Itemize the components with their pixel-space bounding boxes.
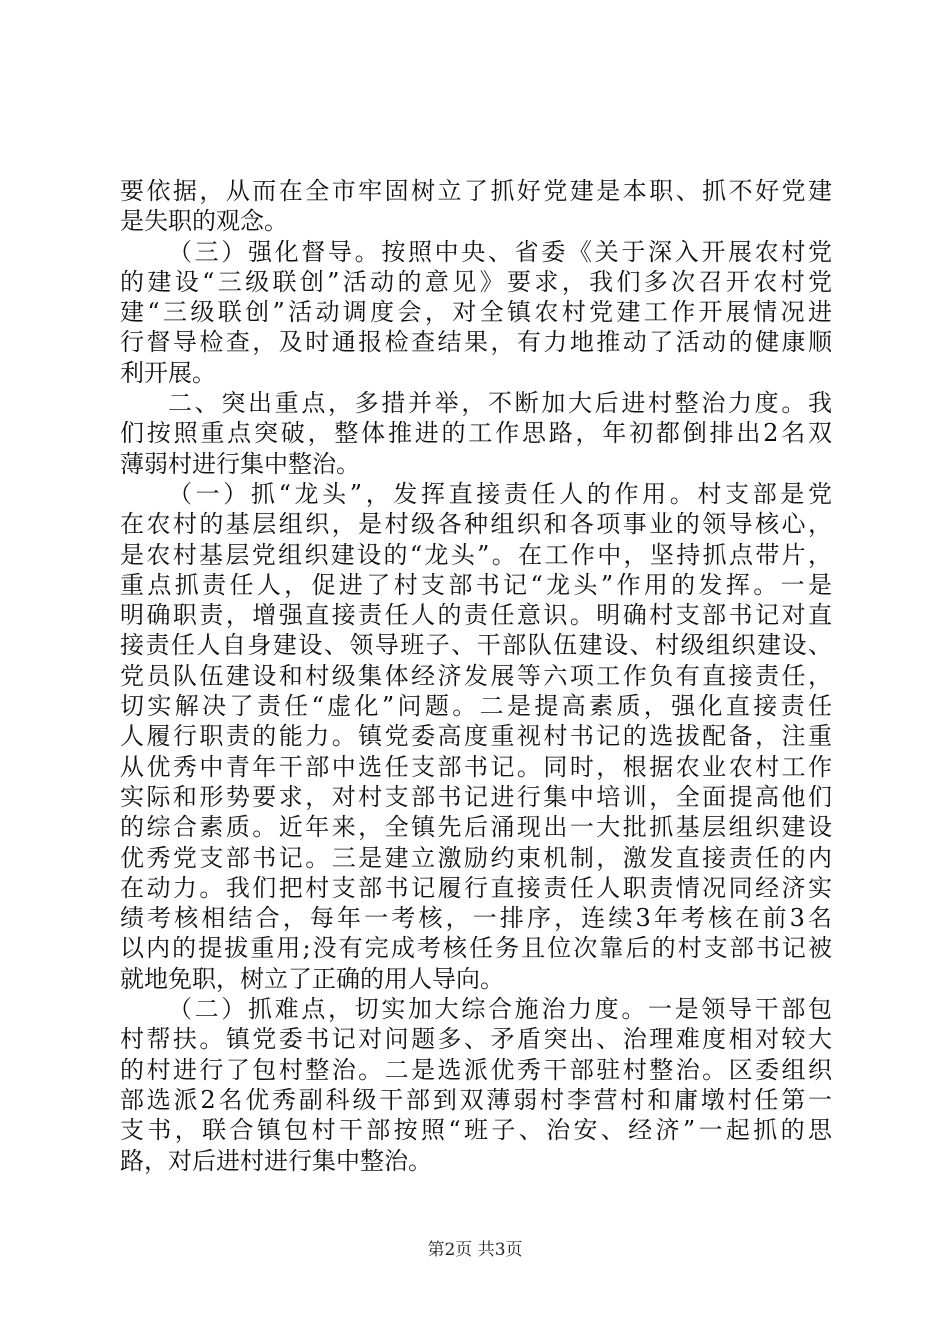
paragraph-line: 重点抓责任人，促进了村支部书记“龙头”作用的发挥。一是 <box>120 570 832 599</box>
paragraph-line: 人履行职责的能力。镇党委高度重视村书记的选拔配备，注重 <box>120 722 832 751</box>
paragraph-line: （三）强化督导。按照中央、省委《关于深入开展农村党 <box>168 237 832 266</box>
paragraph-line: 绩考核相结合，每年一考核，一排序，连续3年考核在前3名 <box>120 904 832 933</box>
paragraph-line: （二）抓难点，切实加大综合施治力度。一是领导干部包 <box>168 995 832 1024</box>
paragraph-line: 利开展。 <box>120 358 216 387</box>
paragraph-line: 从优秀中青年干部中选任支部书记。同时，根据农业农村工作 <box>120 752 832 781</box>
paragraph-line: 村帮扶。镇党委书记对问题多、矛盾突出、治理难度相对较大 <box>120 1025 832 1054</box>
paragraph-line: 优秀党支部书记。三是建立激励约束机制，激发直接责任的内 <box>120 843 832 872</box>
paragraph-line: 明确职责，增强直接责任人的责任意识。明确村支部书记对直 <box>120 601 832 630</box>
paragraph-line: 在农村的基层组织，是村级各种组织和各项事业的领导核心， <box>120 510 832 539</box>
paragraph-line: 是失职的观念。 <box>120 207 288 236</box>
paragraph-line: 二、突出重点，多措并举，不断加大后进村整治力度。我 <box>168 389 832 418</box>
paragraph-line: 实际和形势要求，对村支部书记进行集中培训，全面提高他们 <box>120 782 832 811</box>
paragraph-line: （一）抓“龙头”，发挥直接责任人的作用。村支部是党 <box>168 479 832 508</box>
paragraph-line: 接责任人自身建设、领导班子、干部队伍建设、村级组织建设、 <box>120 631 832 660</box>
paragraph-line: 是农村基层党组织建设的“龙头”。在工作中，坚持抓点带片， <box>120 540 832 569</box>
paragraph-line: 要依据，从而在全市牢固树立了抓好党建是本职、抓不好党建 <box>120 177 832 205</box>
paragraph-line: 薄弱村进行集中整治。 <box>120 449 360 478</box>
paragraph-line: 以内的提拔重用;没有完成考核任务且位次靠后的村支部书记被 <box>120 934 832 963</box>
paragraph-line: 在动力。我们把村支部书记履行直接责任人职责情况同经济实 <box>120 873 832 902</box>
paragraph-line: 的建设“三级联创”活动的意见》要求，我们多次召开农村党 <box>120 267 832 296</box>
paragraph-line: 党员队伍建设和村级集体经济发展等六项工作负有直接责任， <box>120 661 832 690</box>
paragraph-line: 切实解决了责任“虚化”问题。二是提高素质，强化直接责任 <box>120 692 832 721</box>
paragraph-line: 部选派2名优秀副科级干部到双薄弱村李营村和庸墩村任第一 <box>120 1085 832 1114</box>
paragraph-line: 就地免职，树立了正确的用人导向。 <box>120 964 504 993</box>
paragraph-line: 们按照重点突破，整体推进的工作思路，年初都倒排出2名双 <box>120 419 832 448</box>
paragraph-line: 路，对后进村进行集中整治。 <box>120 1146 432 1175</box>
paragraph-line: 行督导检查，及时通报检查结果，有力地推动了活动的健康顺 <box>120 328 832 357</box>
paragraph-line: 支书，联合镇包村干部按照“班子、治安、经济”一起抓的思 <box>120 1116 832 1145</box>
page-number-footer: 第2页 共3页 <box>427 1240 523 1260</box>
paragraph-line: 建“三级联创”活动调度会，对全镇农村党建工作开展情况进 <box>120 298 832 327</box>
document-body <box>120 176 832 1176</box>
paragraph-line: 的综合素质。近年来，全镇先后涌现出一大批抓基层组织建设 <box>120 813 832 842</box>
paragraph-line: 的村进行了包村整治。二是选派优秀干部驻村整治。区委组织 <box>120 1055 832 1084</box>
